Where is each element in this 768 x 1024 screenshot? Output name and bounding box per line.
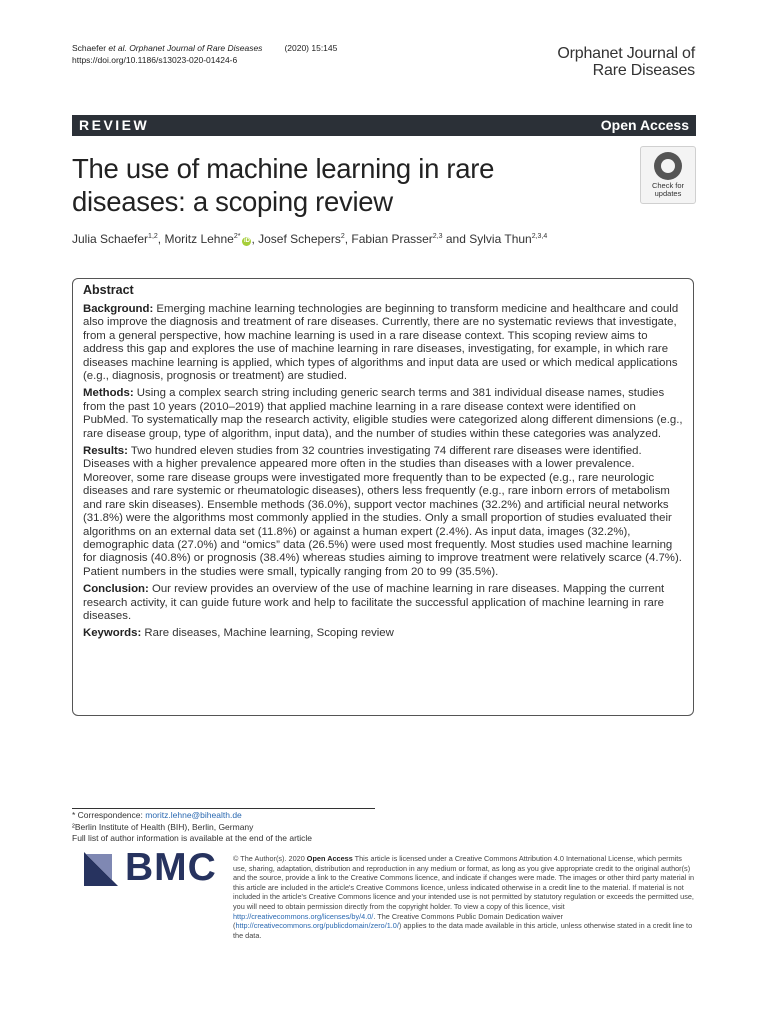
journal-logo-line2: Rare Diseases: [592, 62, 695, 79]
journal-logo: [557, 45, 695, 79]
bmc-logo-text: BMC: [125, 846, 217, 889]
header-et-al: et al.: [106, 43, 127, 53]
running-header: [72, 42, 337, 66]
author-separator: ,: [344, 232, 352, 246]
author-affiliation: 2,3,4: [531, 233, 548, 240]
abstract-keywords: [83, 627, 683, 640]
license-statement: [233, 854, 695, 940]
author-separator: ,: [251, 232, 259, 246]
bmc-logo[interactable]: [84, 846, 224, 892]
abstract-box: [72, 278, 694, 716]
author-affiliation: 2,3: [432, 233, 443, 240]
section-text: Using a complex search string including generic search terms and 381 individual disease names, studies from the past 10 years (2010–2019) that applied machine learning in a rare disease context were identified on PubMed. To systematically map the research activity, eligible studies were categorized along different dimensions (e.g., rare disease group, type of algorithm, input data), and the number of studies within these categories was analyzed.: [83, 387, 683, 440]
author-affiliation: 2*: [233, 233, 241, 240]
header-volume: (2020) 15:145: [284, 43, 338, 53]
abstract-heading: Abstract: [83, 283, 134, 297]
author-affiliation: 2: [340, 233, 345, 240]
author-affiliation: 1,2: [148, 233, 158, 240]
header-authors: Schaefer: [72, 43, 107, 53]
footnotes: [72, 810, 312, 845]
check-updates-line2: updates: [654, 189, 682, 198]
license-prefix: © The Author(s). 2020: [233, 854, 307, 863]
section-text: Two hundred eleven studies from 32 countries investigating 74 different rare diseases were identified. Diseases with a higher prevalence appeared more often in the studies than diseases with a lower prevalence. Moreover, some rare disease groups were investigated more frequently than to be expected (e.g., rare neurologic diseases and rare systemic or rheumatologic diseases), others less frequently (e.g., rare inborn errors of metabolism and rare skin diseases). Ensemble methods (36.0%), support vector machines (32.2%) and artificial neural networks (31.8%) were the algorithms most commonly applied in the studies. Only a small proportion of studies evaluated their algorithms on an external data set (11.8%) or against a human expert (2.4%). As input data, images (32.2%), demographic data (27.0%) and “omics” data (26.5%) were used most frequently. Most studies used machine learning for diagnosis (40.8%) or prognosis (38.4%) whereas studies aiming to improve treatment were relatively scarce (4.7%). Patient numbers in the studies were small, typically ranging from 20 to 99 (35.5%).: [83, 445, 682, 578]
license-link-cc-by[interactable]: http://creativecommons.org/licenses/by/4.0/: [233, 911, 374, 921]
orcid-icon[interactable]: iD: [243, 238, 250, 244]
correspondence-line: [72, 810, 312, 822]
author-separator: and: [442, 232, 470, 246]
footnote-divider: [72, 808, 375, 809]
abstract-results: [83, 445, 683, 579]
author-info-note: Full list of author information is available at the end of the article: [72, 833, 313, 843]
section-text: Emerging machine learning technologies are beginning to transform medicine and healthcare and could also improve the diagnosis and treatment of rare diseases. Currently, there are no systematic reviews that investigate, from a general perspective, how machine learning is used in a rare disease context. This scoping review aims to address this gap and explores the use of machine learning in rare diseases, investigating, for example, in which rare diseases machine learning is applied, which types of algorithms and input data are used or which medical applications (e.g., diagnosis, prognosis or treatment) are studied.: [83, 303, 679, 383]
open-access-label: Open Access: [600, 117, 689, 133]
author-name[interactable]: Moritz Lehne: [164, 232, 234, 246]
license-body-1: This article is licensed under a Creative Commons Attribution 4.0 International License, which permits use, sharing, adaptation, distribution and reproduction in any medium or format, as long as you give appropriate credit to the original author(s) and the source, provide a link to the Creative Commons licence, and indicate if changes were made. The images or other third party material in this article are included in the article's Creative Commons licence, unless indicated otherwise in a credit line to the material. If material is not included in the article's Creative Commons licence and your intended use is not permitted by statutory regulation or exceeds the permitted use, you will need to obtain permission directly from the copyright holder. To view a copy of this licence, visit: [233, 854, 695, 911]
section-text: Rare diseases, Machine learning, Scoping review: [141, 627, 394, 640]
section-label: Keywords:: [83, 627, 142, 640]
license-open-access: Open Access: [306, 854, 353, 863]
check-for-updates-icon: [654, 152, 682, 180]
section-label: Background:: [83, 303, 154, 315]
author-list: [72, 232, 547, 246]
correspondence-email-link[interactable]: moritz.lehne@bihealth.de: [145, 810, 242, 820]
bmc-logo-accent: [86, 854, 112, 880]
article-type-label: REVIEW: [79, 117, 150, 133]
article-title: [72, 152, 592, 218]
check-updates-line1: Check for: [651, 181, 685, 190]
author-name[interactable]: Sylvia Thun: [469, 232, 532, 246]
section-label: Methods:: [83, 387, 134, 400]
author-name[interactable]: Julia Schaefer: [72, 232, 149, 246]
title-line-1: The use of machine learning in rare: [72, 153, 495, 184]
section-text: Our review provides an overview of the use of machine learning in rare diseases. Mapping the current research activity, it can guide future work and help to facilitate the successful application of machine learning in rare diseases.: [83, 583, 665, 622]
title-line-2: diseases: a scoping review: [72, 186, 393, 217]
article-type-banner: [72, 115, 696, 136]
section-label: Conclusion:: [83, 583, 149, 596]
author-name[interactable]: Fabian Prasser: [351, 232, 433, 246]
journal-logo-line1: Orphanet Journal of: [557, 45, 695, 62]
doi-link[interactable]: https://doi.org/10.1186/s13023-020-01424-6: [72, 55, 238, 65]
affiliation-note: ²Berlin Institute of Health (BIH), Berlin, Germany: [72, 821, 254, 832]
license-body-3: ) applies to the data made available in this article, unless otherwise stated in a credit line to the data.: [233, 921, 693, 940]
abstract-conclusion: [83, 583, 683, 623]
license-body-2: . The Creative Commons Public Domain Dedication waiver (: [233, 911, 563, 931]
header-journal: Orphanet Journal of Rare Diseases: [126, 43, 263, 53]
abstract-methods: [83, 387, 683, 441]
license-link-cc0[interactable]: http://creativecommons.org/publicdomain/zero/1.0/: [235, 921, 399, 931]
citation-line: [72, 42, 337, 54]
section-label: Results:: [83, 445, 128, 458]
author-separator: ,: [157, 232, 165, 246]
check-for-updates-button[interactable]: [640, 146, 696, 204]
author-name[interactable]: Josef Schepers: [258, 232, 341, 246]
correspondence-label: * Correspondence:: [72, 810, 146, 820]
abstract-background: [83, 303, 683, 383]
